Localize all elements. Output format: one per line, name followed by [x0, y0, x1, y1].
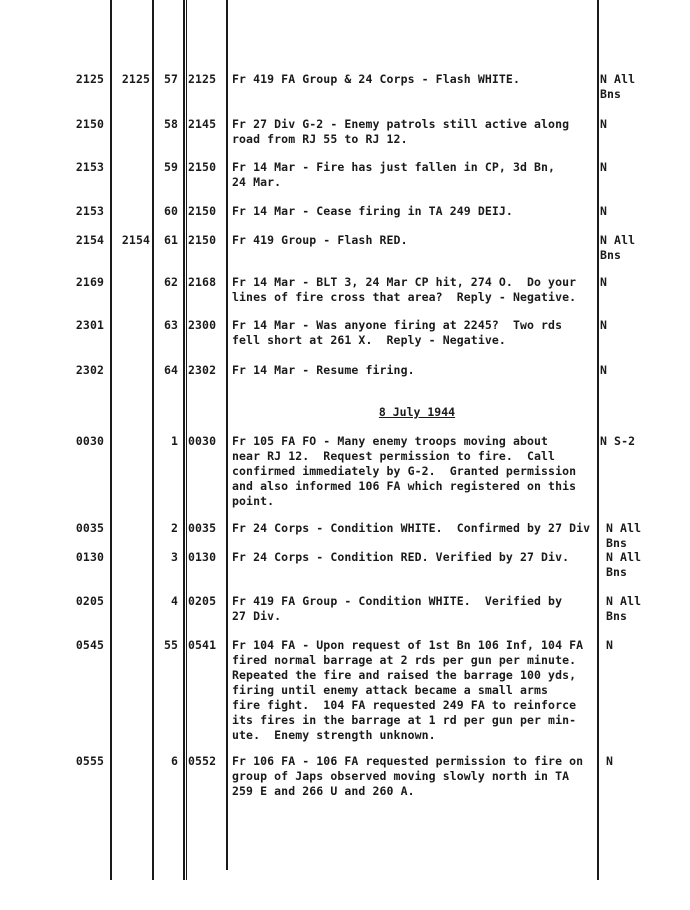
entry-time-3: 2168	[188, 275, 217, 289]
entry-action: N All Bns	[606, 550, 642, 579]
entry-message: Fr 24 Corps - Condition RED. Verified by 27 Div.	[232, 550, 570, 564]
entry-action: N	[600, 117, 608, 131]
entry-action: N	[606, 754, 614, 768]
entry-time: 2125	[75, 72, 104, 86]
entry-action: N	[600, 204, 608, 218]
entry-time: 2169	[75, 275, 104, 289]
entry-action: N All Bns	[600, 233, 636, 262]
entry-number: 3	[170, 550, 178, 564]
entry-time: 0030	[75, 434, 104, 448]
entry-action: N	[600, 318, 608, 332]
entry-message: Fr 27 Div G-2 - Enemy patrols still active along road from RJ 55 to RJ 12.	[232, 117, 570, 146]
column-rule	[186, 0, 187, 880]
entry-action: N All Bns	[606, 521, 642, 550]
entry-number: 58	[163, 117, 178, 131]
entry-message: Fr 419 FA Group - Condition WHITE. Verified by 27 Div.	[232, 594, 563, 623]
entry-action: N All Bns	[600, 72, 636, 101]
entry-message: Fr 24 Corps - Condition WHITE. Confirmed by 27 Div	[232, 521, 591, 535]
entry-number: 6	[170, 754, 178, 768]
entry-number: 4	[170, 594, 178, 608]
entry-number: 60	[163, 204, 178, 218]
column-rule	[110, 0, 112, 880]
entry-time-3: 2300	[188, 318, 217, 332]
entry-time: 2301	[75, 318, 104, 332]
entry-time: 2302	[75, 363, 104, 377]
entry-action: N All Bns	[606, 594, 642, 623]
entry-time-3: 0130	[188, 550, 217, 564]
entry-time: 0545	[75, 638, 104, 652]
entry-number: 62	[163, 275, 178, 289]
entry-time: 2154	[75, 233, 104, 247]
entry-time: 0205	[75, 594, 104, 608]
entry-message: Fr 14 Mar - Resume firing.	[232, 363, 415, 377]
entry-time-3: 2150	[188, 204, 217, 218]
entry-number: 57	[163, 72, 178, 86]
entry-number: 2	[170, 521, 178, 535]
entry-time: 2150	[75, 117, 104, 131]
entry-time-3: 0541	[188, 638, 217, 652]
entry-action: N S-2	[600, 434, 636, 448]
entry-number: 55	[163, 638, 178, 652]
date-heading	[232, 405, 602, 419]
entry-time-3: 2145	[188, 117, 217, 131]
entry-action: N	[606, 638, 614, 652]
entry-message: Fr 106 FA - 106 FA requested permission to fire on group of Japs observed moving slowly north in TA 259 E and 266 U and 260 A.	[232, 754, 584, 798]
entry-message: Fr 14 Mar - BLT 3, 24 Mar CP hit, 274 O. Do your lines of fire cross that area? Reply - Negative.	[232, 275, 577, 304]
entry-time: 2153	[75, 204, 104, 218]
entry-time: 0555	[75, 754, 104, 768]
entry-number: 1	[170, 434, 178, 448]
column-rule	[183, 0, 185, 880]
entry-time-2: 2125	[121, 72, 150, 86]
entry-number: 59	[163, 160, 178, 174]
entry-time-3: 2150	[188, 233, 217, 247]
entry-message: Fr 14 Mar - Cease firing in TA 249 DEIJ.	[232, 204, 513, 218]
entry-action: N	[600, 160, 608, 174]
entry-time-3: 0035	[188, 521, 217, 535]
entry-number: 61	[163, 233, 178, 247]
entry-time-3: 2125	[188, 72, 217, 86]
entry-message: Fr 14 Mar - Was anyone firing at 2245? Two rds fell short at 261 X. Reply - Negative.	[232, 318, 563, 347]
entry-time-3: 0205	[188, 594, 217, 608]
entry-message: Fr 14 Mar - Fire has just fallen in CP, 3d Bn, 24 Mar.	[232, 160, 556, 189]
entry-number: 64	[163, 363, 178, 377]
entry-time-3: 0030	[188, 434, 217, 448]
entry-time-2: 2154	[121, 233, 150, 247]
entry-time: 2153	[75, 160, 104, 174]
entry-message: Fr 419 FA Group & 24 Corps - Flash WHITE.	[232, 72, 520, 86]
date-heading-text: 8 July 1944	[378, 405, 456, 419]
entry-action: N	[600, 275, 608, 289]
entry-time-3: 0552	[188, 754, 217, 768]
entry-time: 0130	[75, 550, 104, 564]
entry-action: N	[600, 363, 608, 377]
entry-time: 0035	[75, 521, 104, 535]
entry-message: Fr 104 FA - Upon request of 1st Bn 106 Inf, 104 FA fired normal barrage at 2 rds per gun per minute. Repeated the fire and raised the barrage 100 yds, firing until enemy attack became a small arms fire fight. 104 FA requested 249 FA to reinforce its fires in the barrage at 1 rd per gun per min- ute. Enemy strength unknown.	[232, 638, 584, 742]
entry-number: 63	[163, 318, 178, 332]
entry-message: Fr 105 FA FO - Many enemy troops moving about near RJ 12. Request permission to fire. Call confirmed immediately by G-2. Granted permission and also informed 106 FA which registered on this point.	[232, 434, 577, 508]
entry-time-3: 2150	[188, 160, 217, 174]
entry-message: Fr 419 Group - Flash RED.	[232, 233, 408, 247]
entry-time-3: 2302	[188, 363, 217, 377]
